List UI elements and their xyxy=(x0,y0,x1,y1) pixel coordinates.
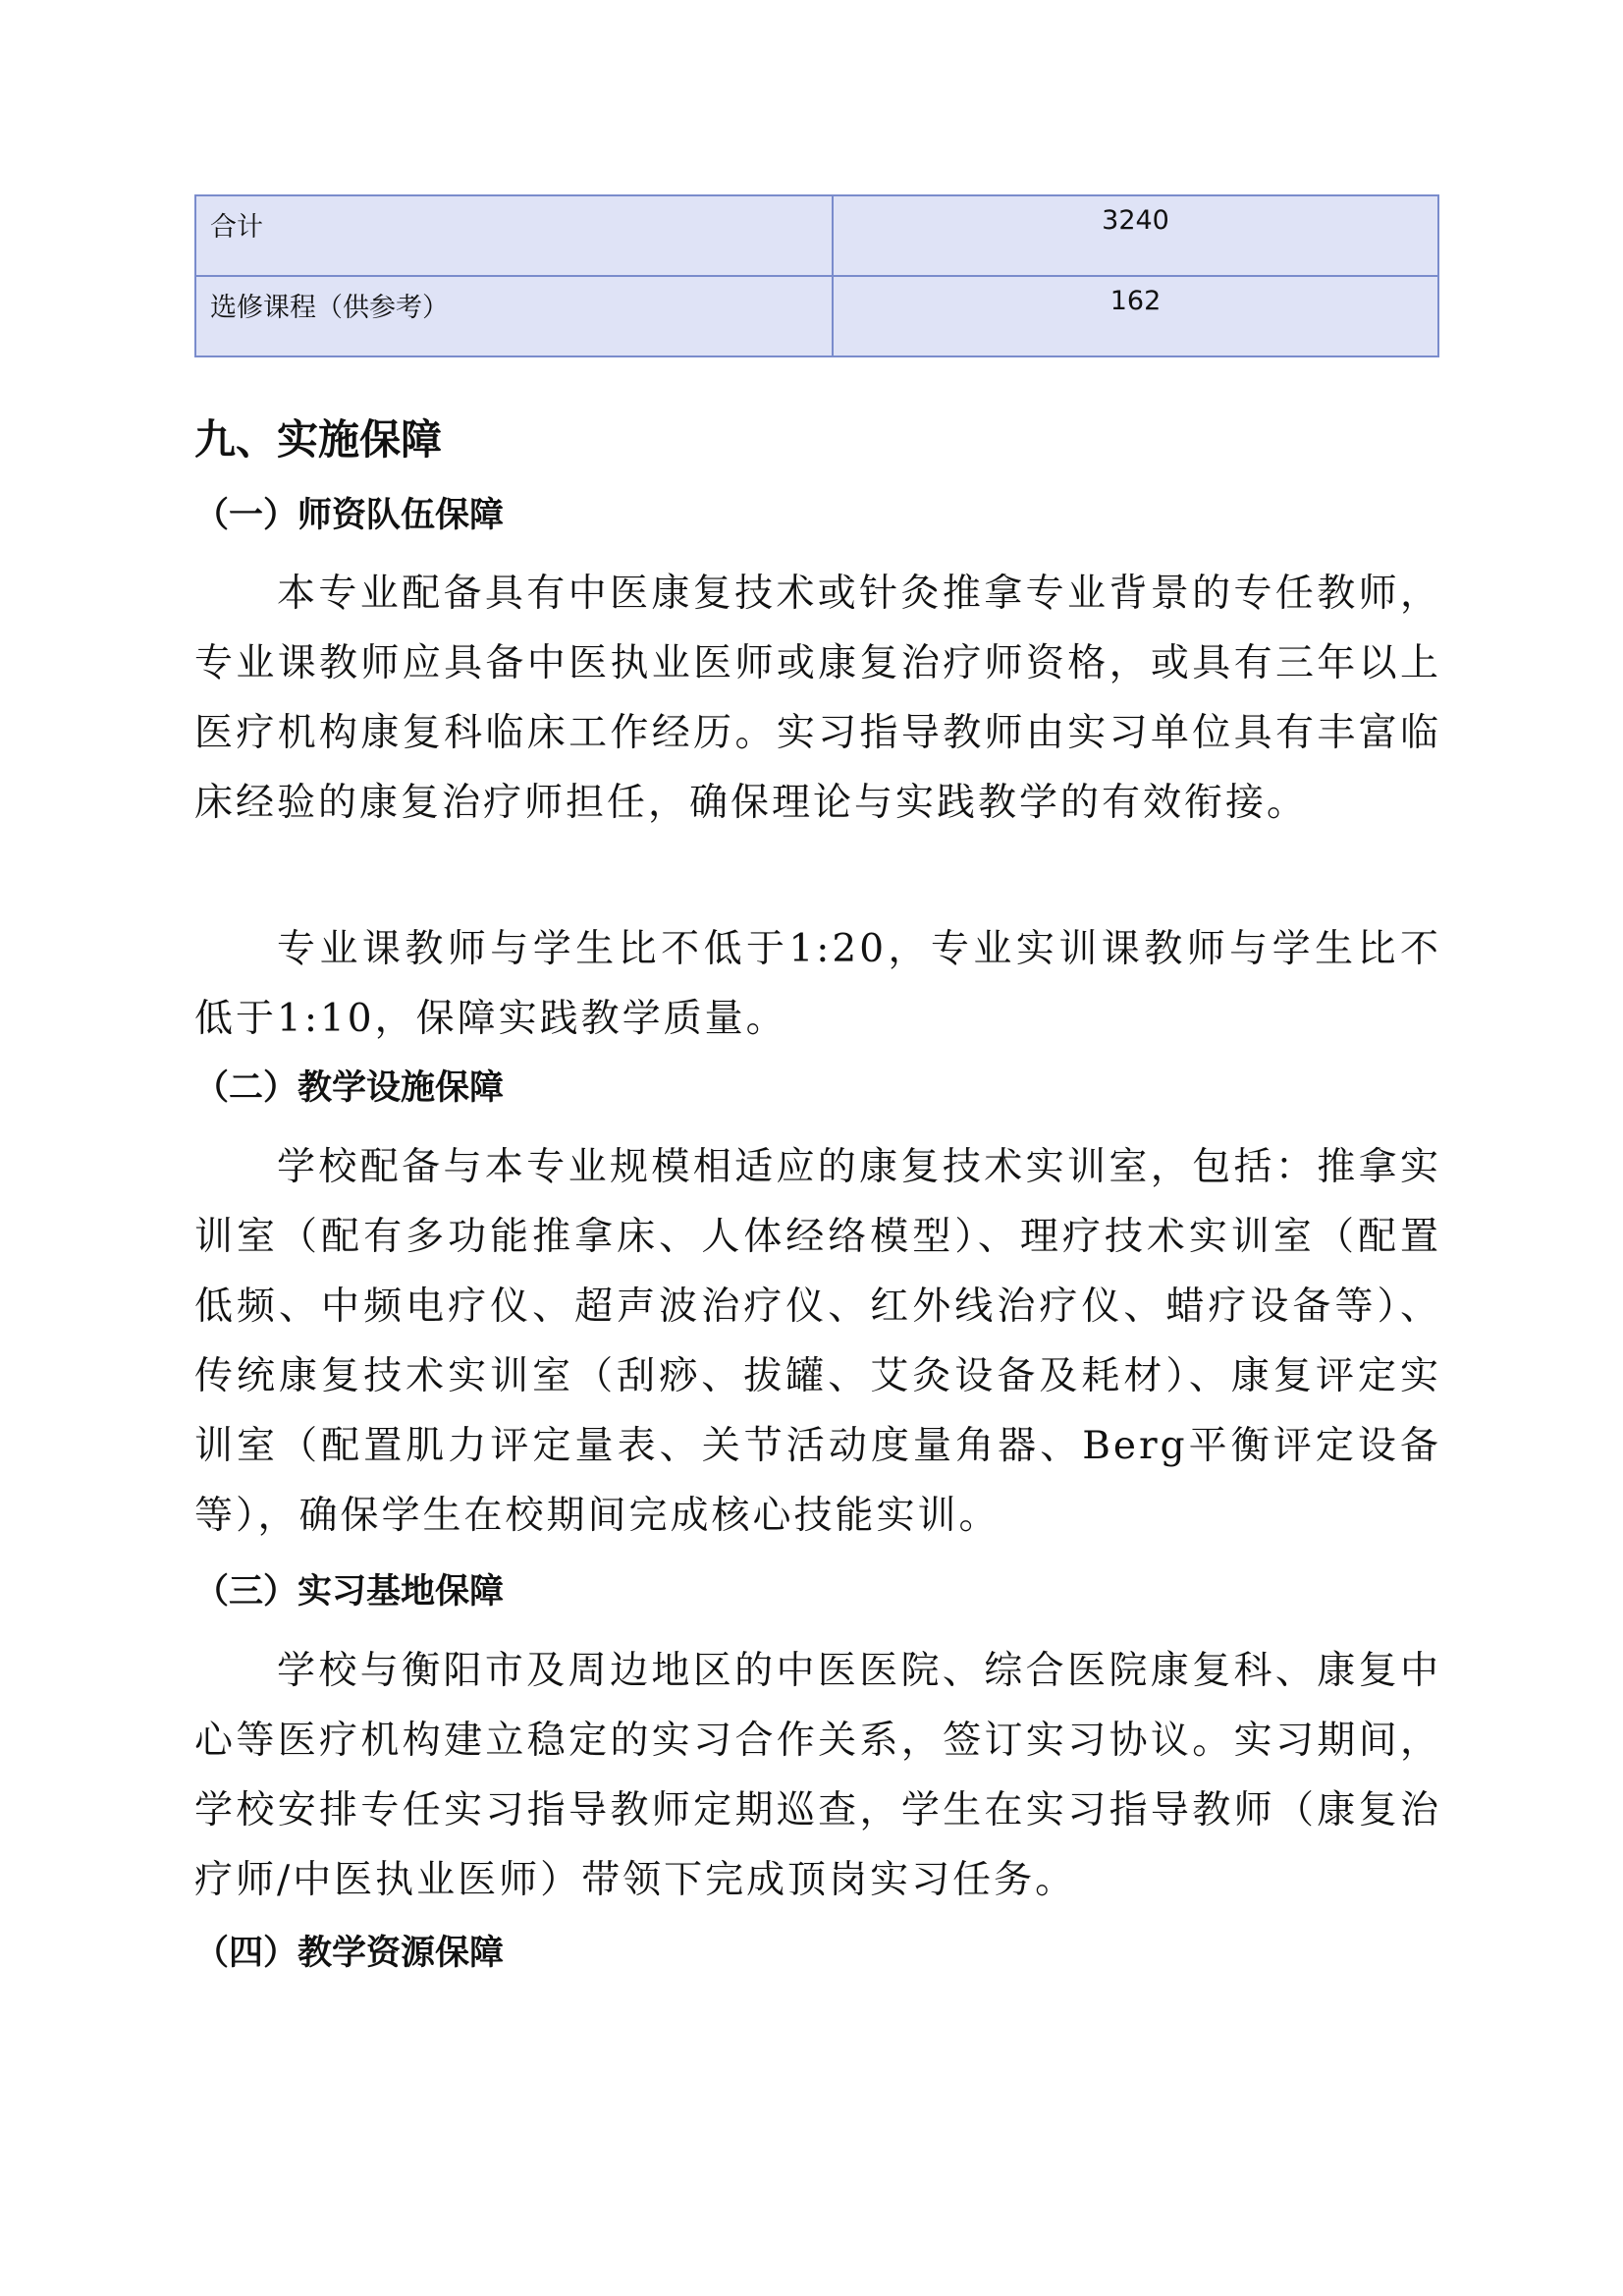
paragraph-faculty-qualifications: 本专业配备具有中医康复技术或针灸推拿专业背景的专任教师，专业课教师应具备中医执业医师或康复治疗师资格，或具有三年以上医疗机构康复科临床工作经历。实习指导教师由实习单位具有丰富临床经验的康复治疗师担任，确保理论与实践教学的有效衔接。 xyxy=(194,572,1441,825)
section-title: 九、实施保障 xyxy=(194,415,443,464)
table-row xyxy=(195,276,1438,356)
subsection-heading-internship: （三）实习基地保障 xyxy=(194,1572,505,1612)
table-row xyxy=(195,195,1438,276)
subsection-heading-facilities: （二）教学设施保障 xyxy=(194,1068,505,1108)
paragraph-teacher-student-ratio: 专业课教师与学生比不低于1:20，专业实训课教师与学生比不低于1:10，保障实践教学质量。 xyxy=(194,927,1441,1041)
hours-summary-table xyxy=(194,194,1439,357)
paragraph-internship: 学校与衡阳市及周边地区的中医医院、综合医院康复科、康复中心等医疗机构建立稳定的实习合作关系，签订实习协议。实习期间，学校安排专任实习指导教师定期巡查，学生在实习指导教师（康复治疗师/中医执业医师）带领下完成顶岗实习任务。 xyxy=(194,1649,1441,1902)
table-cell-label: 选修课程（供参考） xyxy=(195,276,833,356)
table-cell-label: 合计 xyxy=(195,195,833,276)
table-cell-value: 162 xyxy=(833,276,1438,356)
paragraph-facilities: 学校配备与本专业规模相适应的康复技术实训室，包括：推拿实训室（配有多功能推拿床、人体经络模型）、理疗技术实训室（配置低频、中频电疗仪、超声波治疗仪、红外线治疗仪、蜡疗设备等）、传统康复技术实训室（刮痧、拔罐、艾灸设备及耗材）、康复评定实训室（配置肌力评定量表、关节活动度量角器、Berg平衡评定设备等），确保学生在校期间完成核心技能实训。 xyxy=(194,1145,1441,1538)
table-cell-value: 3240 xyxy=(833,195,1438,276)
subsection-heading-faculty: （一）师资队伍保障 xyxy=(194,496,505,535)
subsection-heading-resources: （四）教学资源保障 xyxy=(194,1934,505,1973)
